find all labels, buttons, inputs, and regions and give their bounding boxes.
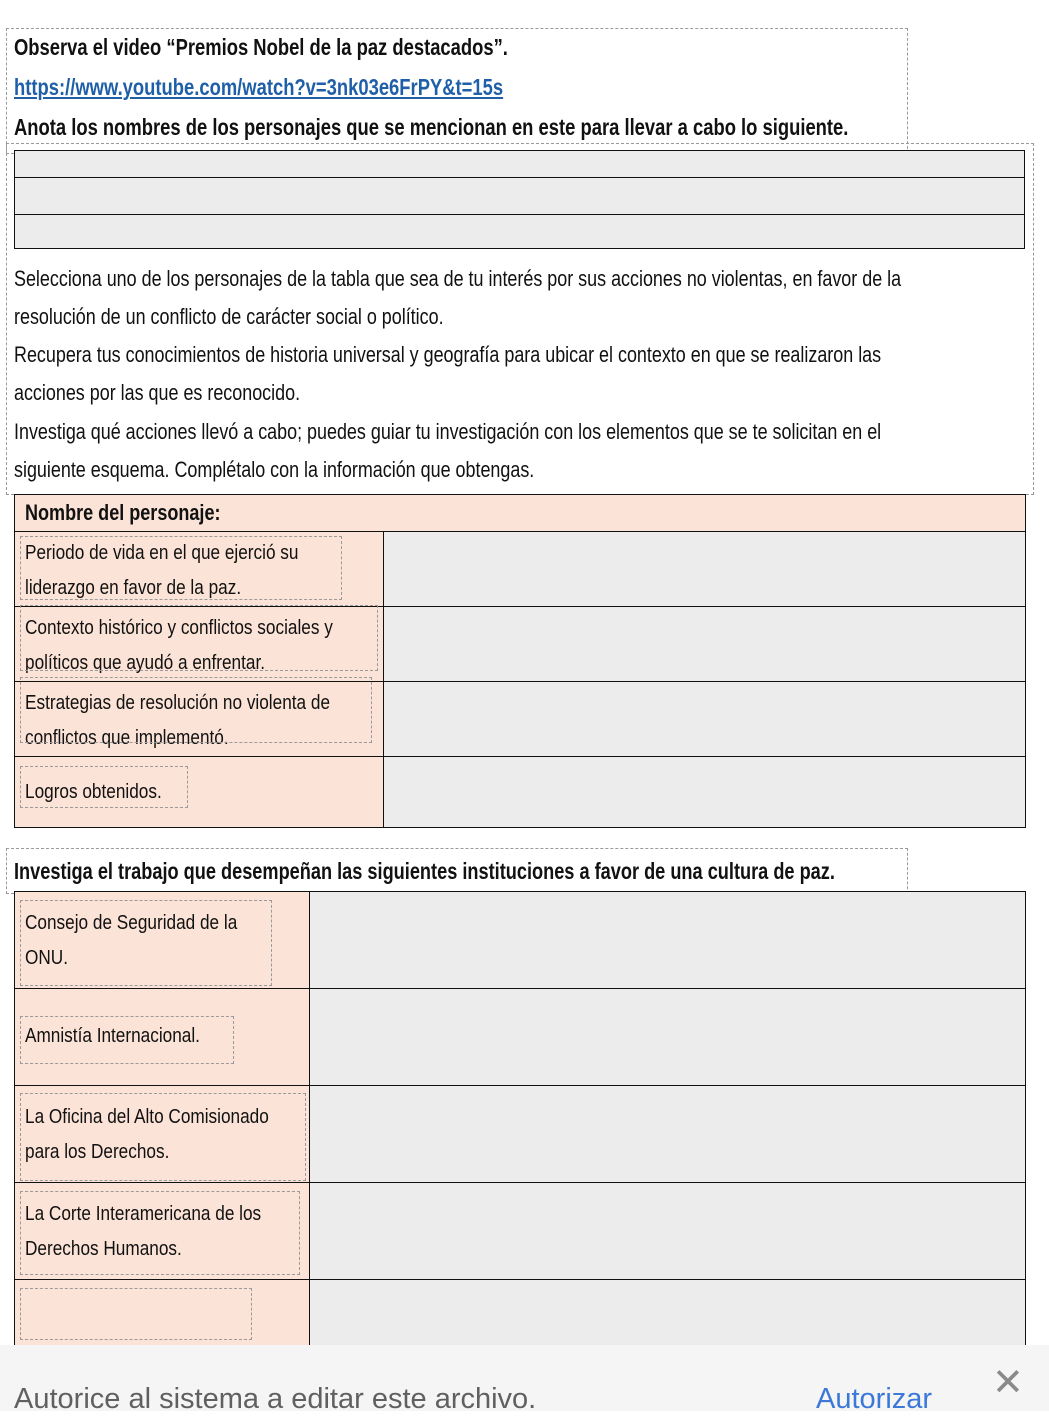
scheme-label: Logros obtenidos. [25, 781, 162, 803]
video-link[interactable]: https://www.youtube.com/watch?v=3nk03e6FrPY&t=15s [14, 74, 504, 100]
scheme-answer-cell[interactable] [383, 682, 1025, 757]
names-cell[interactable] [15, 215, 1025, 249]
institution-answer-cell[interactable] [309, 1280, 1026, 1346]
institution-label-cell [15, 1280, 310, 1346]
institution-label: Consejo de Seguridad de la ONU. [25, 912, 238, 969]
institution-label-cell [15, 989, 310, 1086]
scheme-label: Estrategias de resolución no violenta de conflictos que implementó. [25, 692, 331, 749]
institutions-table [14, 891, 1026, 1345]
institution-label: La Oficina del Alto Comisionado para los Derechos. [25, 1106, 269, 1163]
institution-label: Amnistía Internacional. [25, 1025, 200, 1047]
character-name-label: Nombre del personaje: [25, 500, 221, 525]
intro-title: Observa el video “Premios Nobel de la paz destacados”. [14, 34, 508, 60]
scheme-answer-cell[interactable] [383, 532, 1025, 607]
scheme-table [14, 494, 1026, 828]
paragraph-line: siguiente esquema. Complétalo con la información que obtengas. [14, 457, 535, 482]
scheme-label-cell [15, 682, 384, 757]
names-cell[interactable] [15, 151, 1025, 178]
close-icon[interactable]: ✕ [992, 1362, 1024, 1404]
institutions-title: Investiga el trabajo que desempeñan las siguientes instituciones a favor de una cultura de paz. [14, 858, 835, 884]
paragraph-line: Recupera tus conocimientos de historia universal y geografía para ubicar el contexto en que se realizaron las [14, 342, 882, 367]
edit-permission-bar [0, 1345, 1049, 1415]
scheme-label-cell [15, 532, 384, 607]
edit-permission-message: Autorice al sistema a editar este archivo. [14, 1383, 537, 1415]
institution-answer-cell[interactable] [309, 1086, 1026, 1183]
scheme-answer-cell[interactable] [383, 607, 1025, 682]
paragraph-line: resolución de un conflicto de carácter social o político. [14, 304, 444, 329]
names-cell[interactable] [15, 178, 1025, 215]
authorize-button[interactable]: Autorizar [816, 1383, 933, 1415]
paragraph-line: acciones por las que es reconocido. [14, 380, 301, 405]
names-table [14, 150, 1025, 249]
scheme-label: Contexto histórico y conflictos sociales y políticos que ayudó a enfrentar. [25, 617, 333, 674]
institution-label-cell [15, 892, 310, 989]
paragraph-line: Investiga qué acciones llevó a cabo; puedes guiar tu investigación con los elementos que se te solicitan en el [14, 419, 882, 444]
institution-answer-cell[interactable] [309, 989, 1026, 1086]
scheme-answer-cell[interactable] [383, 757, 1025, 828]
scheme-header-cell [15, 495, 1026, 532]
institution-label: La Corte Interamericana de los Derechos Humanos. [25, 1203, 262, 1260]
scheme-label-cell [15, 607, 384, 682]
institution-label-cell [15, 1183, 310, 1280]
institution-answer-cell[interactable] [309, 892, 1026, 989]
scheme-label-cell [15, 757, 384, 828]
institution-answer-cell[interactable] [309, 1183, 1026, 1280]
institution-label-cell [15, 1086, 310, 1183]
scheme-label: Periodo de vida en el que ejerció su liderazgo en favor de la paz. [25, 542, 299, 599]
paragraph-line: Selecciona uno de los personajes de la tabla que sea de tu interés por sus acciones no violentas, en favor de la [14, 266, 902, 291]
intro-instruction: Anota los nombres de los personajes que se mencionan en este para llevar a cabo lo siguiente. [14, 114, 849, 140]
